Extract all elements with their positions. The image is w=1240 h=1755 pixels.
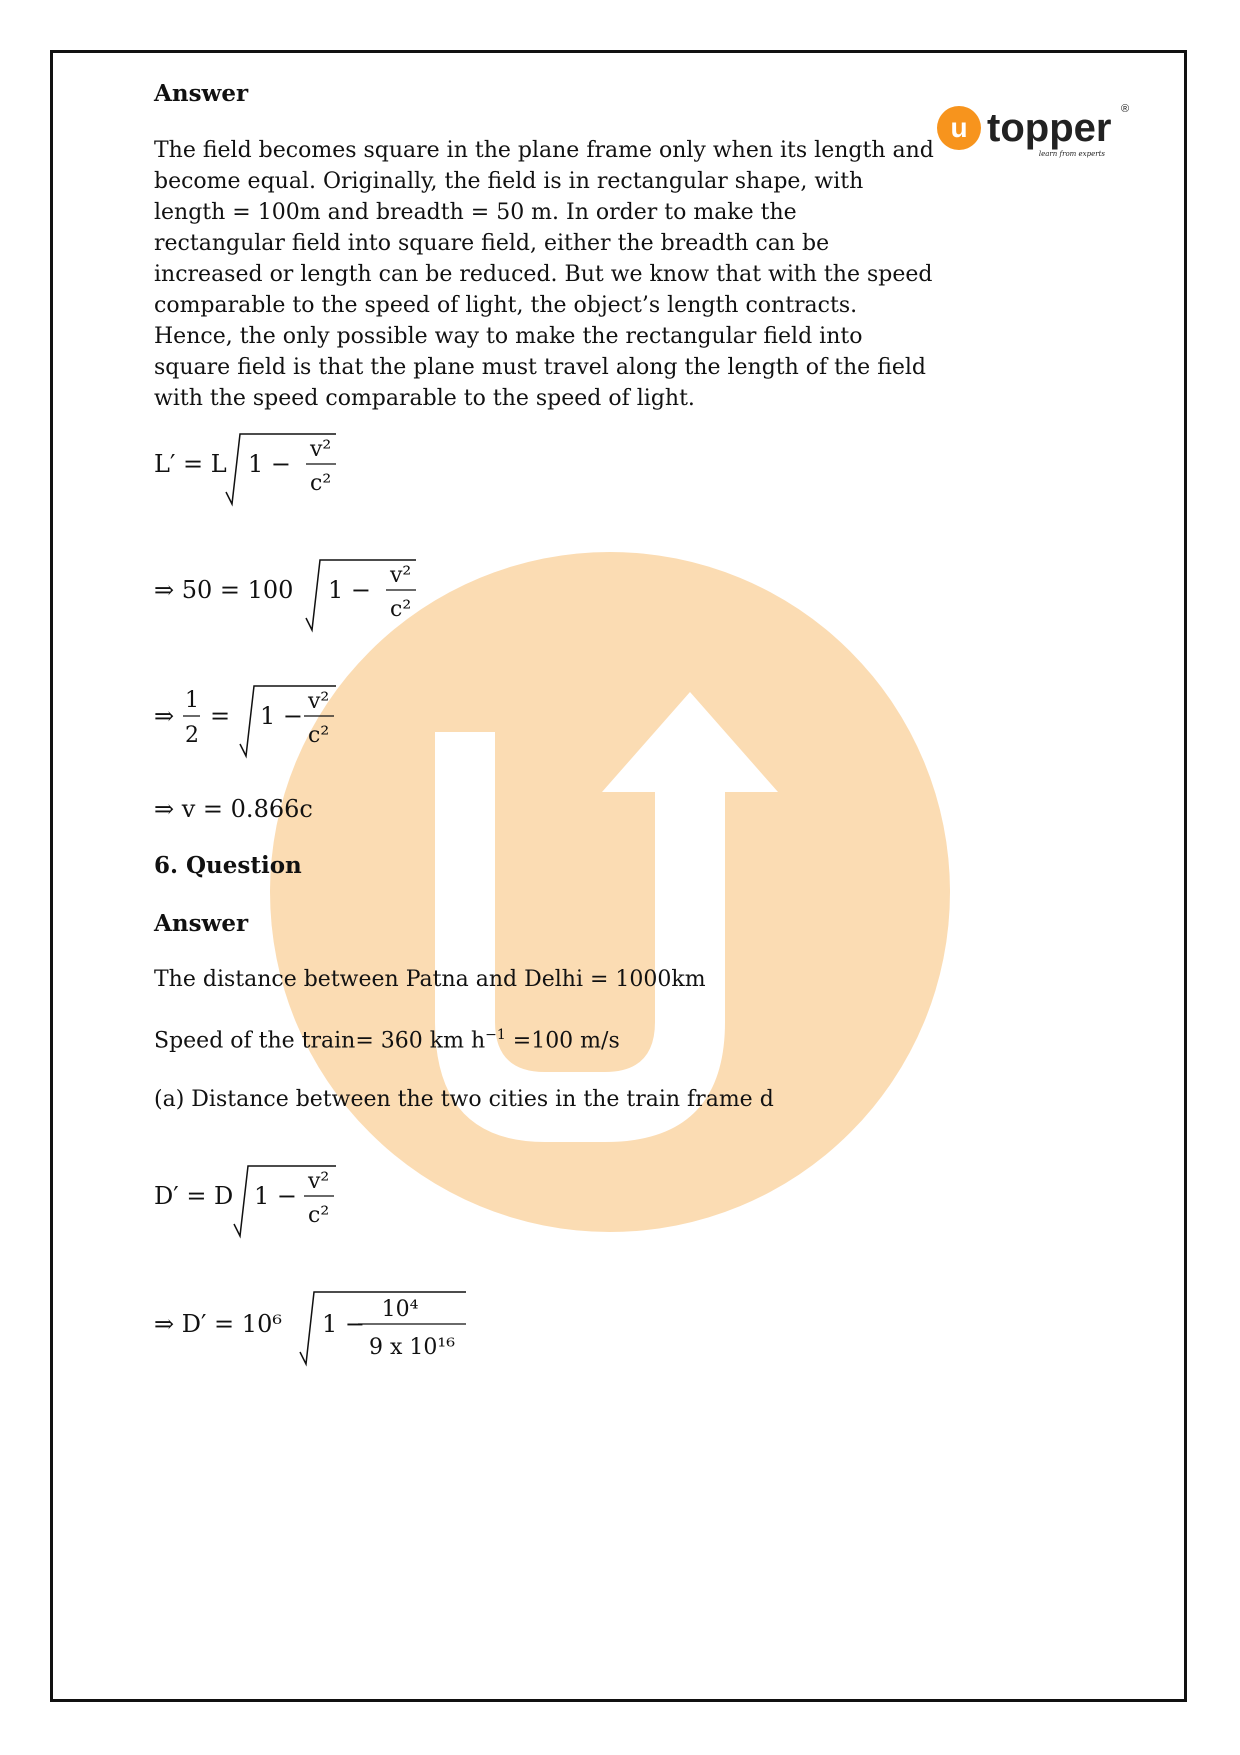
eq3-half-denominator: 2 <box>185 723 199 748</box>
eq2-lhs: ⇒ 50 = 100 <box>154 576 294 604</box>
eq6-numerator: 10⁴ <box>381 1297 419 1322</box>
answer-paragraph <box>154 135 934 414</box>
eq3-one-minus: 1 − <box>260 702 304 730</box>
equation-distance-contraction <box>154 1144 374 1249</box>
eq2-denominator: c² <box>390 597 412 622</box>
eq5-one-minus: 1 − <box>254 1182 298 1210</box>
eq3-denominator: c² <box>308 723 330 748</box>
eq6-one-minus: 1 − <box>322 1310 366 1338</box>
logo-mark: u <box>950 112 968 143</box>
equation-length-contraction <box>154 412 374 517</box>
equation-half-equals <box>154 664 354 769</box>
eq6-denominator: 9 x 10¹⁶ <box>368 1335 456 1360</box>
logo-text: topper <box>987 106 1112 150</box>
eq3-equals: = <box>210 702 231 730</box>
eq5-denominator: c² <box>308 1203 330 1228</box>
eq3-arrow: ⇒ <box>154 702 175 730</box>
answer-heading: Answer <box>154 80 249 107</box>
logo-tagline: learn from experts <box>1038 150 1105 158</box>
equation-distance-value <box>154 1270 494 1380</box>
speed-line-exponent: −1 <box>485 1027 506 1043</box>
utopper-logo <box>935 98 1135 168</box>
speed-line <box>154 1027 620 1053</box>
answer-paragraph-text: The field becomes square in the plane frame only when its length and become equal. Originally, the field is in rectangular shape, with length = 100m and breadth = 50 m. In order to make the rectangular field into square field, either the breadth can be increased or length can be reduced. But we know that with the speed comparable to the speed of light, the object’s length contracts. Hence, the only possible way to make the rectangular field into square field is that the plane must travel along the length of the field with the speed comparable to the speed of light. <box>154 138 934 411</box>
eq3-numerator: v² <box>308 689 330 714</box>
speed-line-suffix: =100 m/s <box>505 1028 620 1054</box>
logo-registered: ® <box>1121 103 1130 115</box>
watermark-logo <box>270 552 950 1232</box>
speed-line-prefix: Speed of the train= 360 km h <box>154 1028 486 1054</box>
eq3-half-numerator: 1 <box>185 688 199 713</box>
eq2-numerator: v² <box>390 563 412 588</box>
eq1-one-minus: 1 − <box>248 450 292 478</box>
eq1-lhs: L′ = L <box>154 450 227 478</box>
question-6-heading: 6. Question <box>154 852 302 879</box>
eq1-numerator: v² <box>310 437 332 462</box>
part-a-line: (a) Distance between the two cities in the train frame d <box>154 1087 774 1112</box>
eq6-lhs: ⇒ D′ = 10⁶ <box>154 1310 282 1338</box>
eq5-lhs: D′ = D <box>154 1182 234 1210</box>
eq2-one-minus: 1 − <box>328 576 372 604</box>
question-6-answer-heading: Answer <box>154 910 249 937</box>
eq5-numerator: v² <box>308 1169 330 1194</box>
distance-line: The distance between Patna and Delhi = 1000km <box>154 967 706 992</box>
eq1-denominator: c² <box>310 471 332 496</box>
equation-velocity: ⇒ v = 0.866c <box>154 795 313 823</box>
equation-50-equals <box>154 538 434 643</box>
